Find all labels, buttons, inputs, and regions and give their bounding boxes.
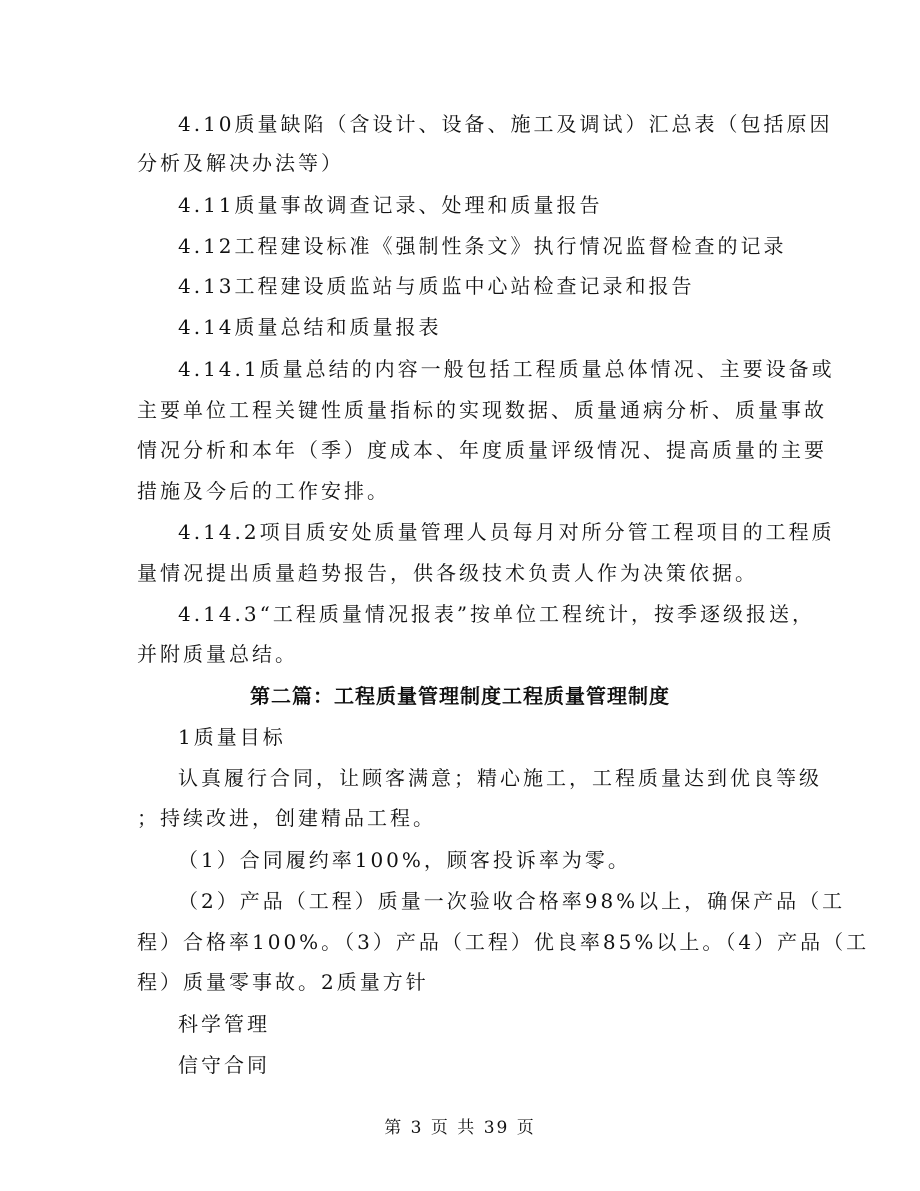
paragraph-line: 量情况提出质量趋势报告，供各级技术负责人作为决策依据。 xyxy=(137,561,758,585)
paragraph-line: 并附质量总结。 xyxy=(137,642,298,666)
paragraph-line: 程）合格率100%。（3）产品（工程）优良率85%以上。（4）产品（工 xyxy=(137,930,870,954)
paragraph-line: 情况分析和本年（季）度成本、年度质量评级情况、提高质量的主要 xyxy=(137,438,827,462)
paragraph-line: 科学管理 xyxy=(178,1012,270,1036)
paragraph-line: 4.14.1质量总结的内容一般包括工程质量总体情况、主要设备或 xyxy=(178,357,835,381)
paragraph-line: 4.10质量缺陷（含设计、设备、施工及调试）汇总表（包括原因 xyxy=(178,112,833,136)
paragraph-line: （2）产品（工程）质量一次验收合格率98%以上，确保产品（工 xyxy=(178,889,846,913)
paragraph-line: 4.12工程建设标准《强制性条文》执行情况监督检查的记录 xyxy=(178,234,787,258)
paragraph-line: 4.14.3“工程质量情况报表”按单位工程统计，按季逐级报送， xyxy=(178,602,816,626)
paragraph-line: 4.14.2项目质安处质量管理人员每月对所分管工程项目的工程质 xyxy=(178,520,835,544)
paragraph-line: 措施及今后的工作安排。 xyxy=(137,479,390,503)
paragraph-line: 认真履行合同，让顾客满意；精心施工，工程质量达到优良等级 xyxy=(178,766,822,790)
paragraph-line: 4.13工程建设质监站与质监中心站检查记录和报告 xyxy=(178,274,695,298)
section-heading: 第二篇：工程质量管理制度工程质量管理制度 xyxy=(250,684,670,708)
paragraph-line: 分析及解决办法等） xyxy=(137,151,344,175)
page-footer: 第 3 页 共 39 页 xyxy=(384,1118,536,1138)
paragraph-line: ；持续改进，创建精品工程。 xyxy=(137,806,436,830)
paragraph-line: 主要单位工程关键性质量指标的实现数据、质量通病分析、质量事故 xyxy=(137,398,827,422)
paragraph-line: 信守合同 xyxy=(178,1053,270,1077)
paragraph-line: 1质量目标 xyxy=(178,725,286,749)
paragraph-line: （1）合同履约率100%，顾客投诉率为零。 xyxy=(178,848,631,872)
paragraph-line: 4.11质量事故调查记录、处理和质量报告 xyxy=(178,193,603,217)
paragraph-line: 程）质量零事故。2质量方针 xyxy=(137,970,429,994)
paragraph-line: 4.14质量总结和质量报表 xyxy=(178,315,442,339)
